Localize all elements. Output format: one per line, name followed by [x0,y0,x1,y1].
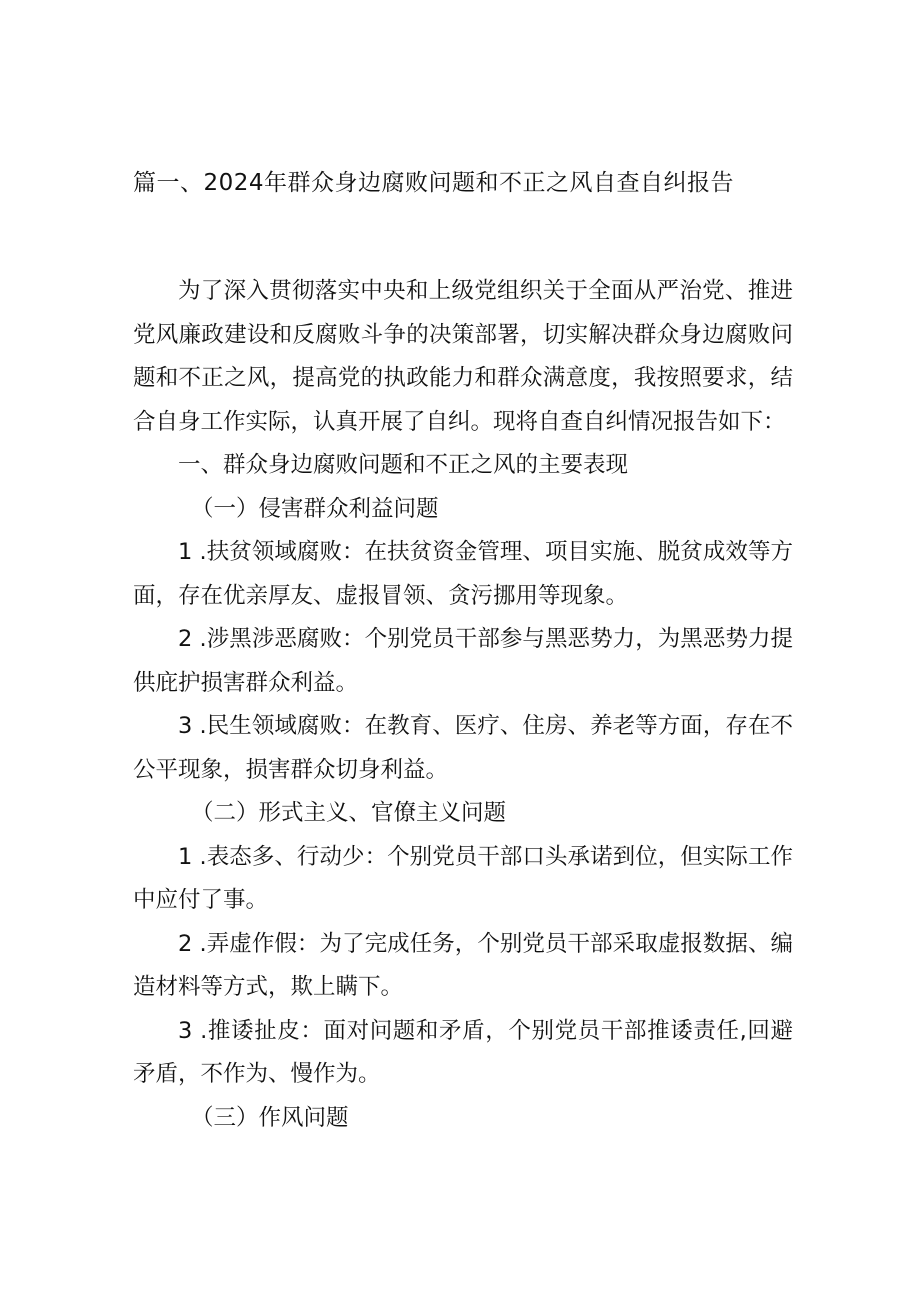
document-body [133,270,793,1140]
section-heading: 一、群众身边腐败问题和不正之风的主要表现 [178,452,629,478]
intro-paragraph: 为了深入贯彻落实中央和上级党组织关于全面从严治党、推进党风廉政建设和反腐败斗争的决策部署，切实解决群众身边腐败问题和不正之风，提高党的执政能力和群众满意度，我按照要求，结合自身工作实际，认真开展了自纠。现将自查自纠情况报告如下： [133,278,793,435]
subsection-heading: （三）作风问题 [191,1104,349,1131]
list-item: 2 .涉黑涉恶腐败：个别党员干部参与黑恶势力，为黑恶势力提供庇护损害群众利益。 [133,626,793,696]
list-item: 3 .民生领域腐败：在教育、医疗、住房、养老等方面，存在不公平现象，损害群众切身利益。 [133,713,793,783]
document-title: 篇一、2024年群众身边腐败问题和不正之风自查自纠报告 [133,170,735,196]
subsection-heading: （一）侵害群众利益问题 [191,495,439,522]
list-item: 1 .表态多、行动少：个别党员干部口头承诺到位，但实际工作中应付了事。 [133,843,793,913]
list-item: 3 .推诿扯皮：面对问题和矛盾，个别党员干部推诿责任,回避矛盾，不作为、慢作为。 [133,1017,793,1087]
list-item: 2 .弄虚作假：为了完成任务，个别党员干部采取虚报数据、编造材料等方式，欺上瞒下。 [133,930,793,1000]
list-item: 1 .扶贫领域腐败：在扶贫资金管理、项目实施、脱贫成效等方面，存在优亲厚友、虚报冒领、贪污挪用等现象。 [133,539,793,609]
subsection-heading: （二）形式主义、官僚主义问题 [191,800,507,826]
